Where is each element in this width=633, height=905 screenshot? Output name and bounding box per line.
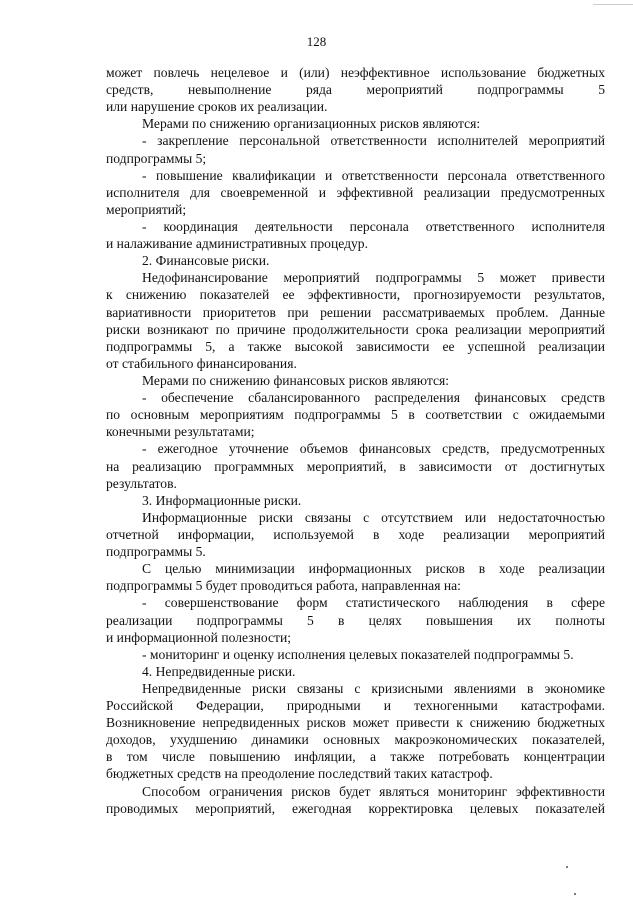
text-line: Способом ограничения рисков будет являться мониторинг эффективности (142, 783, 605, 799)
text-line: Мерами по снижению организационных рисков являются: (142, 116, 481, 132)
text-line: Мерами по снижению финансовых рисков являются: (142, 372, 450, 388)
text-line: Непредвиденные риски связаны с кризисными явлениями в экономике (142, 680, 605, 696)
text-line: отчетной информации, используемой в ходе реализации мероприятий (106, 526, 605, 542)
text-line: риски возникают по причине продолжительности срока реализации мероприятий (106, 321, 605, 337)
text-line: - мониторинг и оценку исполнения целевых показателей подпрограммы 5. (142, 646, 574, 662)
text-line: - ежегодное уточнение объемов финансовых средств, предусмотренных (142, 441, 605, 457)
text-line: Российской Федерации, природными и техногенными катастрофами. (106, 698, 605, 714)
text-line: на реализацию программных мероприятий, в зависимости от достигнутых (106, 458, 605, 474)
page-number: 128 (306, 34, 327, 49)
text-line: подпрограммы 5 будет проводиться работа, направленная на: (106, 578, 461, 594)
text-line: подпрограммы 5. (106, 544, 206, 560)
text-line: или нарушение сроков их реализации. (106, 99, 328, 115)
text-line: проводимых мероприятий, ежегодная корректировка целевых показателей (106, 800, 605, 816)
text-line: - закрепление персональной ответственности исполнителей мероприятий (142, 133, 605, 149)
text-line: - совершенствование форм статистического наблюдения в сфере (142, 595, 605, 611)
text-line: исполнителя для своевременной и эффективной реализации предусмотренных (106, 184, 605, 200)
text-line: 4. Непредвиденные риски. (142, 663, 296, 679)
text-line: подпрограммы 5; (106, 150, 207, 166)
text-line: средств, невыполнение ряда мероприятий подпрограммы 5 (106, 82, 605, 98)
text-line: к снижению показателей ее эффективности, прогнозируемости результатов, (106, 287, 605, 303)
text-line: Недофинансирование мероприятий подпрограммы 5 может привести (142, 270, 605, 286)
text-line: С целью минимизации информационных рисков в ходе реализации (142, 561, 605, 577)
text-line: 2. Финансовые риски. (142, 253, 270, 269)
text-line: в том числе повышению инфляции, а также потребовать концентрации (106, 749, 605, 765)
text-line: - координация деятельности персонала ответственного исполнителя (142, 218, 605, 234)
text-line: результатов. (106, 475, 177, 491)
body-text (106, 64, 605, 817)
text-line: доходов, ухудшению динамики основных макроэкономических показателей, (106, 732, 605, 748)
text-line: и налаживание административных процедур. (106, 236, 368, 252)
text-line: бюджетных средств на преодоление последствий таких катастроф. (106, 766, 493, 782)
text-line: по основным мероприятиям подпрограммы 5 в соответствии с ожидаемыми (106, 407, 605, 423)
text-line: Информационные риски связаны с отсутствием или недостаточностью (142, 509, 605, 525)
text-line: конечными результатами; (106, 424, 255, 440)
scan-speck (574, 893, 576, 895)
text-line: и информационной полезности; (106, 629, 292, 645)
text-line: - повышение квалификации и ответственности персонала ответственного (142, 167, 605, 183)
text-line: мероприятий; (106, 201, 187, 217)
text-line: от стабильного финансирования. (106, 355, 297, 371)
page-corner-mark (593, 0, 633, 5)
text-line: вариативности приоритетов при решении рассматриваемых проблем. Данные (106, 304, 605, 320)
text-line: реализации подпрограммы 5 в целях повышения их полноты (106, 612, 605, 628)
text-line: 3. Информационные риски. (142, 492, 302, 508)
scan-speck (566, 866, 568, 868)
text-line: - обеспечение сбалансированного распределения финансовых средств (142, 390, 605, 406)
text-line: может повлечь нецелевое и (или) неэффективное использование бюджетных (106, 65, 605, 80)
text-line: Возникновение непредвиденных рисков может привести к снижению бюджетных (106, 715, 605, 731)
text-line: подпрограммы 5, а также высокой зависимости ее успешной реализации (106, 338, 605, 354)
